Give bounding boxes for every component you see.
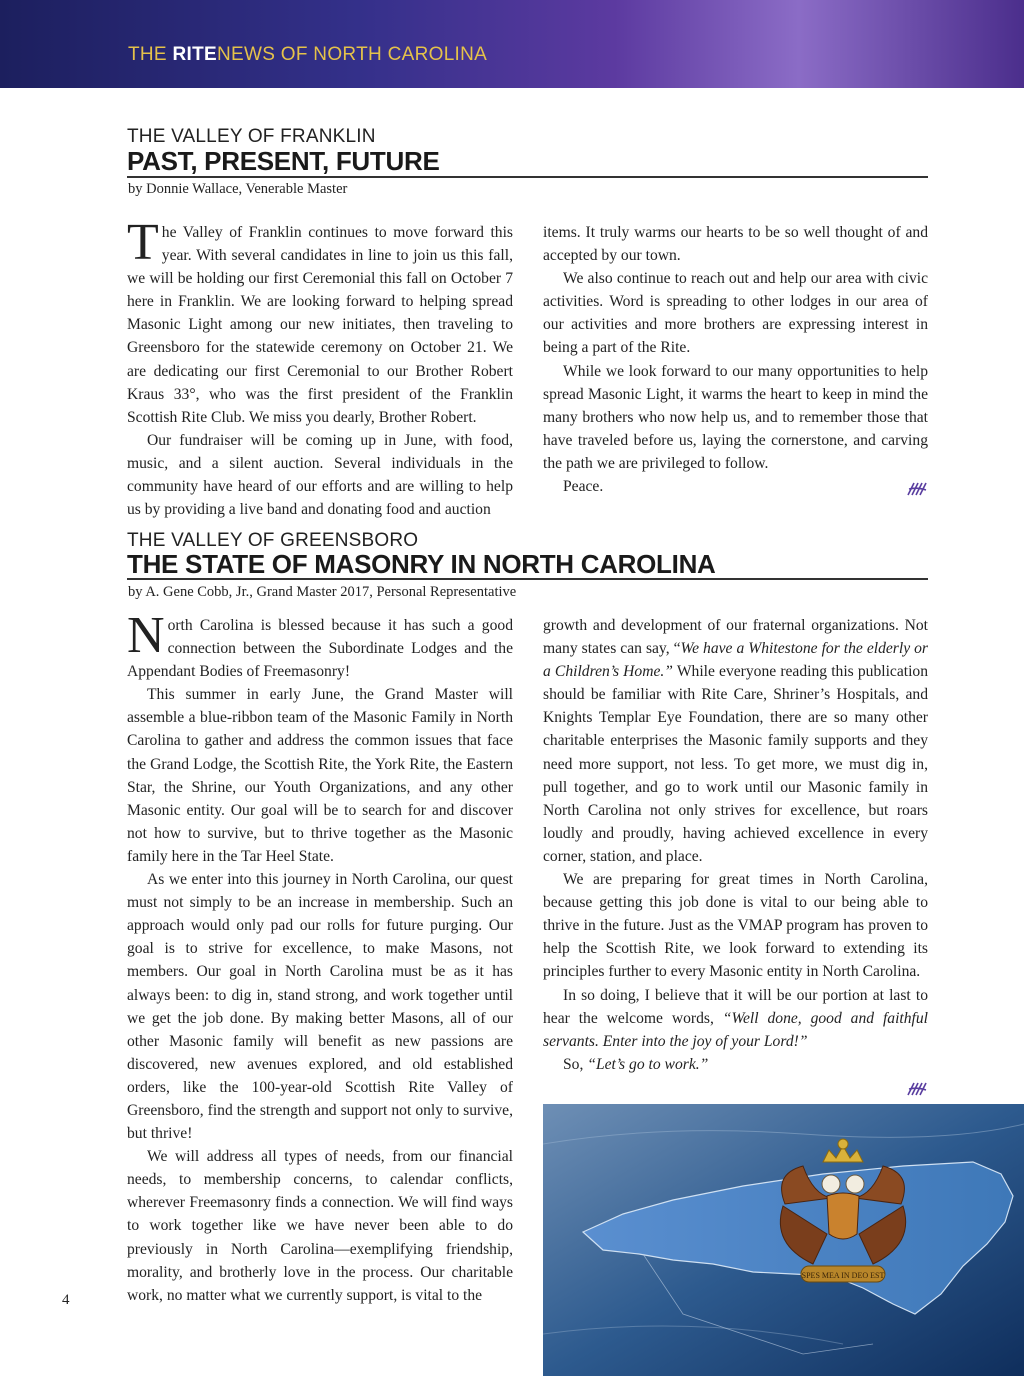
- article2-left-column: [127, 607, 513, 1307]
- article1-byline: by Donnie Wallace, Venerable Master: [128, 181, 348, 197]
- article1-dropcap: T: [127, 214, 159, 271]
- end-mark-icon: [906, 481, 928, 497]
- article2-paragraph: As we enter into this journey in North Carolina, our quest must not simply to be an increase in membership. Such an approach would only pad our rolls for future purging. Our goal is to strive for excellence, to make Masons, not members. Our goal in North Carolina must be as it has always been: to dig in, stand strong, and work together until we get the job done. By making better Masons, all of our other Masonic family will benefit as new passions are discovered, new avenues explored, and old established orders, like the 100-year-old Scottish Rite Valley of Greensboro, find the strength and support not only to survive, but thrive!: [127, 871, 513, 1143]
- article1-paragraph: items. It truly warms our hearts to be so well thought of and accepted by our town.: [543, 224, 928, 265]
- article2-paragraph: growth and development of our fraternal organizations. Not many states can say, “We have a Whitestone for the elderly or a Children’s Home.” While everyone reading this publication should be familiar with Rite Care, Shriner’s Hospitals, and Knights Templar Eye Foundation, there are so many other charitable enterprises the Masonic family supports and they need more support, not less. To get more, we must dig in, pull together, and go to work until our Masonic family in North Carolina not only strives for excellence, but roars loudly and proudly, having achieved excellence in every corner, station, and place.: [543, 617, 929, 865]
- article2-headline: THE STATE OF MASONRY IN NORTH CAROLINA: [127, 549, 716, 579]
- article2-paragraph: This summer in early June, the Grand Master will assemble a blue-ribbon team of the Masonic Family in North Carolina to gather and address the common issues that face the Grand Lodge, the Scottish Rite, the York Rite, the Eastern Star, the Shrine, our Youth Organizations, and any other Masonic entity. Our goal will be to search for and discover not how to survive, but to thrive together as the Masonic family here in the Tar Heel State.: [127, 686, 513, 865]
- article1-rule: [127, 176, 928, 178]
- article2-right-column: [543, 614, 928, 1076]
- article2-byline: by A. Gene Cobb, Jr., Grand Master 2017, Personal Representative: [128, 584, 517, 600]
- north-carolina-map-image: [543, 1104, 1024, 1376]
- article1-paragraph: While we look forward to our many opportunities to help spread Masonic Light, it warms the heart to keep in mind the many brothers who now help us, and to remember those that have traveled before us, laying the cornerstone, and carving the path we are privileged to follow.: [543, 362, 928, 472]
- article1-right-column: [543, 221, 928, 498]
- article2-paragraph: We will address all types of needs, from our financial needs, to membership concerns, to calendar conflicts, wherever Freemasonry finds a connection. We will find ways to work together like we have never been able to do previously in North Carolina—exemplifying friendship, morality, and brotherly love in the process. Our charitable work, no matter what we currently support, is vital to the: [127, 1148, 513, 1304]
- page-number: 4: [62, 1292, 70, 1308]
- article1-paragraph: We also continue to reach out and help our area with civic activities. Word is spreading to other lodges in our area of our activities and more brothers are expressing interest in being a part of the Rite.: [543, 270, 928, 357]
- header-banner: [0, 0, 1024, 88]
- article2-paragraph: North Carolina is blessed because it has such a good connection between the Subordinate Lodges and the Appendant Bodies of Freemasonry!: [127, 607, 513, 681]
- end-mark-icon: [906, 1081, 928, 1097]
- article1-left-column: [127, 214, 513, 521]
- article1-headline: PAST, PRESENT, FUTURE: [127, 146, 440, 176]
- article1-paragraph: Our fundraiser will be coming up in June, with food, music, and a silent auction. Several individuals in the community have heard of our efforts and are willing to help us by providing a live band and donating food and auction: [127, 431, 513, 519]
- article2-paragraph: In so doing, I believe that it will be our portion at last to hear the welcome words, “Well done, good and faithful servants. Enter into the joy of your Lord!”: [543, 986, 928, 1050]
- article2-paragraph: We are preparing for great times in North Carolina, because getting this job done is vital to our being able to thrive in the future. Just as the VMAP program has proven to help the Scottish Rite, we look forward to extending its principles further to every Masonic entity in North Carolina.: [543, 871, 928, 981]
- article1-paragraph: The Valley of Franklin continues to move forward this year. With several candidates in line to join us this fall, we will be holding our first Ceremonial this fall on October 7 here in Franklin. We are looking forward to helping spread Masonic Light among our new initiates, then traveling to Greensboro for the statewide ceremony on October 21. We are dedicating our first Ceremonial to our Brother Robert Kraus 33°, who was the first president of the Franklin Scottish Rite Club. We miss you dearly, Brother Robert.: [127, 214, 513, 426]
- article2-kicker: THE VALLEY OF GREENSBORO: [127, 530, 419, 551]
- article2-paragraph: So, “Let’s go to work.”: [563, 1055, 709, 1073]
- publication-title: THE RITENEWS OF NORTH CAROLINA: [128, 44, 488, 65]
- article2-rule: [127, 578, 928, 580]
- article2-dropcap: N: [127, 607, 165, 664]
- article1-paragraph: Peace.: [563, 478, 604, 496]
- seal-motto: SPES MEA IN DEO EST: [801, 1271, 885, 1280]
- article1-kicker: THE VALLEY OF FRANKLIN: [127, 126, 376, 147]
